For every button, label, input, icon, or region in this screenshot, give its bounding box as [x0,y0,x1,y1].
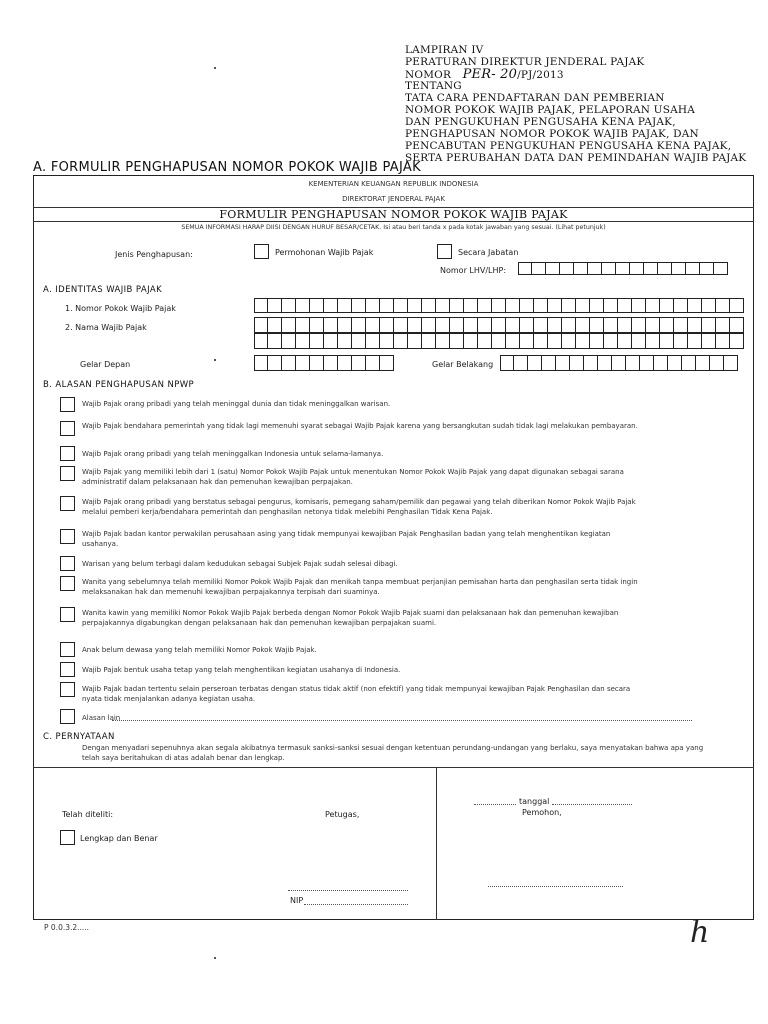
gelar-belakang-input[interactable] [500,355,738,371]
statement-text: Dengan menyadari sepenuhnya akan segala akibatnya termasuk sanksi-sanksi sesuai dengan ketentuan perundang-undangan yang berlaku, saya menyatakan bahwa apa yang telah saya beritahukan di atas adalah benar dan lengkap. [82,744,704,762]
scan-speck [214,67,216,69]
reason-checkbox[interactable] [60,466,75,481]
reason-checkbox[interactable] [60,642,75,657]
header-line-peraturan: PERATURAN DIREKTUR JENDERAL PAJAK [405,56,645,68]
nama-label: 2. Nama Wajib Pajak [65,323,147,332]
reason-checkbox[interactable] [60,421,75,436]
section-title: A. FORMULIR PENGHAPUSAN NOMOR POKOK WAJIB PAJAK [33,160,421,175]
nip-field[interactable] [304,904,408,905]
reason-checkbox[interactable] [60,397,75,412]
pemohon-signature-line[interactable] [488,886,623,887]
petugas-signature-line[interactable] [288,890,408,891]
jabatan-checkbox[interactable] [437,244,452,259]
gelar-depan-label: Gelar Depan [80,360,131,369]
reason-text: Wajib Pajak badan tertentu selain perseroan terbatas dengan status tidak aktif (non efektif) yang tidak mempunyai kewajiban Pajak Penghasilan dan secara nyata tidak menjalankan adanya kegiatan usaha. [82,685,631,703]
nomor-label: NOMOR [405,69,452,81]
alasan-lain-field[interactable] [112,720,692,721]
gelar-depan-input[interactable] [254,355,394,371]
jenis-label: Jenis Penghapusan: [115,250,193,259]
divider [33,767,754,768]
reason-text: Wajib Pajak bendahara pemerintah yang tidak lagi memenuhi syarat sebagai Wajib Pajak karena yang bersangkutan sudah tidak lagi melakukan pembayaran. [82,422,638,430]
header-line-lampiran: LAMPIRAN IV [405,44,484,56]
reason-checkbox[interactable] [60,446,75,461]
header-line-4: TATA CARA PENDAFTARAN DAN PEMBERIAN [405,92,665,104]
npwp-input[interactable] [254,298,744,313]
telah-diteliti-label: Telah diteliti: [62,810,114,819]
footer-code: P 0.0.3.2..... [44,923,90,932]
nomor-suffix: /PJ/2013 [517,69,564,81]
nama-input-row-2[interactable] [254,333,744,349]
reason-text: Anak belum dewasa yang telah memiliki Nomor Pokok Wajib Pajak. [82,646,317,654]
reason-text: Wajib Pajak yang memiliki lebih dari 1 (satu) Nomor Pokok Wajib Pajak untuk menentukan Nomor Pokok Wajib Pajak yang dapat digunakan sebagai sarana administratif dalam pelaksanaan hak dan pemenuhan kewajiban perpajakan. [82,468,624,486]
ministry-label: KEMENTERIAN KEUANGAN REPUBLIK INDONESIA [308,180,479,188]
header-line-8: PENCABUTAN PENGUKUHAN PENGUSAHA KENA PAJAK, [405,140,732,152]
pemohon-label: Pemohon, [522,808,562,817]
nomor-lhp-label: Nomor LHV/LHP: [440,266,507,275]
reason-checkbox[interactable] [60,662,75,677]
jabatan-label: Secara Jabatan [458,248,519,257]
nomor-lhp-input[interactable] [518,262,728,275]
reason-text: Wajib Pajak orang pribadi yang berstatus sebagai pengurus, komisaris, pemegang saham/pemilik dan pegawai yang telah diberikan Nomor Pokok Wajib Pajak melalui pemberi kerja/bendahara pemerintah dan penghasilan netonya tidak melebihi Penghasilan Tidak Kena Pajak. [82,498,636,516]
reason-checkbox[interactable] [60,709,75,724]
header-line-tentang: TENTANG [405,80,462,92]
section-c-heading: C. PERNYATAAN [43,732,115,742]
reason-text: Wanita yang sebelumnya telah memiliki Nomor Pokok Wajib Pajak dan menikah tanpa membuat perjanjian pemisahan harta dan penghasilan serta tidak ingin melaksanakan hak dan memenuhi kewajiban perpajakannya terpisah dari suaminya. [82,578,638,596]
handwritten-signature-mark: h [690,915,710,950]
permohonan-checkbox[interactable] [254,244,269,259]
header-line-7: PENGHAPUSAN NOMOR POKOK WAJIB PAJAK, DAN [405,128,699,140]
reason-text: Warisan yang belum terbagi dalam kedudukan sebagai Subjek Pajak sudah selesai dibagi. [82,560,398,568]
lengkap-benar-label: Lengkap dan Benar [80,834,158,843]
tempat-field[interactable] [474,804,516,805]
reason-text: Wajib Pajak orang pribadi yang telah meninggalkan Indonesia untuk selama-lamanya. [82,450,384,458]
lengkap-benar-checkbox[interactable] [60,830,75,845]
reason-checkbox[interactable] [60,607,75,622]
gelar-belakang-label: Gelar Belakang [432,360,494,369]
nama-input-row-1[interactable] [254,317,744,333]
nip-label: NIP [290,896,304,905]
reason-checkbox[interactable] [60,682,75,697]
header-line-9: SERTA PERUBAHAN DATA DAN PEMINDAHAN WAJIB PAJAK [405,152,747,164]
npwp-label: 1. Nomor Pokok Wajib Pajak [65,304,176,313]
section-a-heading: A. IDENTITAS WAJIB PAJAK [43,285,163,295]
divider [436,767,437,920]
tanggal-label: tanggal [519,797,550,806]
permohonan-label: Permohonan Wajib Pajak [275,248,374,257]
reason-checkbox[interactable] [60,496,75,511]
reason-checkbox[interactable] [60,556,75,571]
reason-text: Wanita kawin yang memiliki Nomor Pokok Wajib Pajak berbeda dengan Nomor Pokok Wajib Pajak suami dan pelaksanaan hak dan pemenuhan kewajiban perpajakannya digabungkan dengan pelaksanaan hak dan pemenuhan kewajiban perpajakan suami. [82,609,619,627]
reason-text: Wajib Pajak badan kantor perwakilan perusahaan asing yang tidak mempunyai kewajiban Pajak Penghasilan badan yang telah menghentikan kegiatan usahanya. [82,530,611,548]
header-line-5: NOMOR POKOK WAJIB PAJAK, PELAPORAN USAHA [405,104,696,116]
tanggal-field[interactable] [552,804,632,805]
header-line-6: DAN PENGUKUHAN PENGUSAHA KENA PAJAK, [405,116,676,128]
form-instruction: SEMUA INFORMASI HARAP DIISI DENGAN HURUF BESAR/CETAK. Isi atau beri tanda x pada kotak jawaban yang sesuai. (Lihat petunjuk) [181,224,606,231]
nomor-handwritten: PER- 20 [462,67,518,82]
scan-speck [214,359,216,361]
petugas-label: Petugas, [325,810,360,819]
reason-checkbox[interactable] [60,576,75,591]
directorate-label: DIREKTORAT JENDERAL PAJAK [342,195,445,203]
scan-speck [214,957,216,959]
alasan-lain-label: Alasan lain [82,714,121,722]
divider [33,221,754,222]
form-title: FORMULIR PENGHAPUSAN NOMOR POKOK WAJIB PAJAK [219,208,568,221]
section-b-heading: B. ALASAN PENGHAPUSAN NPWP [43,380,195,390]
reason-text: Wajib Pajak orang pribadi yang telah meninggal dunia dan tidak meninggalkan warisan. [82,400,391,408]
reason-text: Wajib Pajak bentuk usaha tetap yang telah menghentikan kegiatan usahanya di Indonesia. [82,666,401,674]
reason-checkbox[interactable] [60,529,75,544]
